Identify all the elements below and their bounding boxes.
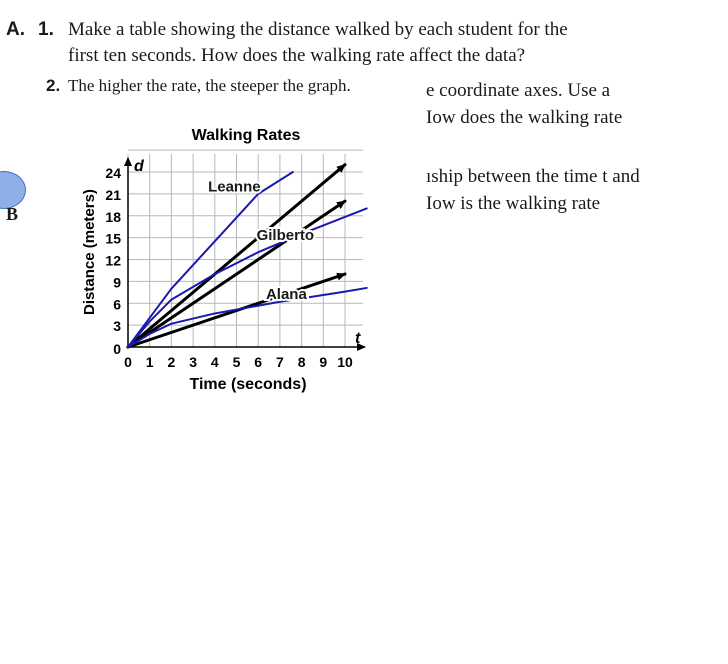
x-tick-label: 8 <box>297 354 306 370</box>
question-a-letter: A. <box>6 19 25 40</box>
y-axis-label: Distance (meters) <box>81 189 98 315</box>
background-fragment: e coordinate axes. Use a <box>426 80 611 101</box>
x-tick-label: 3 <box>189 354 197 370</box>
y-tick-label: 9 <box>113 274 121 291</box>
background-fragment: ıship between the time t and <box>426 166 640 187</box>
y-tick-label: 6 <box>113 296 121 313</box>
y-tick-label: 3 <box>113 318 121 335</box>
question-2-answer: The higher the rate, the steeper the graph. <box>68 76 351 95</box>
series-label-alana: Alana <box>265 285 307 303</box>
y-axis-variable: d <box>134 158 144 175</box>
x-axis-label: Time (seconds) <box>189 376 307 393</box>
question-1-line-1: Make a table showing the distance walked by each student for the <box>68 19 568 40</box>
x-axis-variable: t <box>355 330 361 347</box>
question-1-number: 1. <box>38 19 54 40</box>
x-tick-label: 7 <box>276 354 284 370</box>
y-tick-label: 18 <box>105 208 121 225</box>
background-fragment: Iow is the walking rate <box>426 193 601 214</box>
x-tick-label: 4 <box>210 354 219 370</box>
series-label-leanne: Leanne <box>208 178 261 196</box>
y-tick-label: 21 <box>105 186 121 203</box>
y-tick-label: 0 <box>113 341 121 357</box>
x-tick-label: 1 <box>145 354 154 370</box>
series-label-gilberto: Gilberto <box>256 226 315 244</box>
x-tick-label: 10 <box>337 354 353 370</box>
x-tick-label: 9 <box>319 354 328 370</box>
x-tick-label: 2 <box>167 354 176 370</box>
y-tick-label: 24 <box>105 165 121 181</box>
question-1-line-2: first ten seconds. How does the walking rate affect the data? <box>68 45 526 66</box>
y-tick-label: 15 <box>105 230 121 247</box>
background-fragment: Iow does the walking rate <box>426 107 623 128</box>
x-tick-label: 0 <box>124 354 132 370</box>
y-tick-label: 12 <box>105 252 121 269</box>
x-tick-label: 6 <box>254 354 263 370</box>
chart-title: Walking Rates <box>191 127 301 144</box>
question-2-number: 2. <box>46 76 61 95</box>
x-tick-label: 5 <box>232 354 241 370</box>
section-b-letter: B <box>6 204 19 224</box>
